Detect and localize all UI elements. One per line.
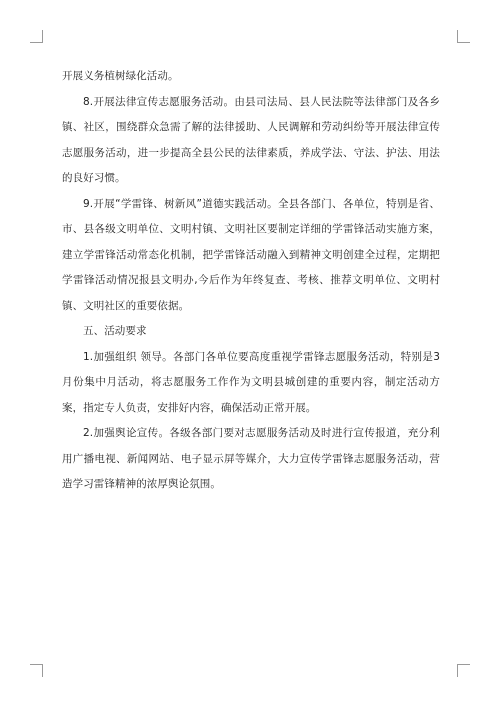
document-body: [62, 64, 440, 498]
crop-mark-top-right: [457, 30, 470, 43]
paragraph-continuation: 开展义务植树绿化活动。: [62, 70, 179, 82]
crop-mark-top-left: [30, 30, 43, 43]
paragraph-requirement-1: 1.加强组织 领导。各部门各单位要高度重视学雷锋志愿服务活动，特别是3月份集中月活动，将志愿服务工作作为文明县城创建的重要内容，制定活动方案，指定专人负责，安排好内容，确保活动正常开展。: [62, 350, 440, 414]
paragraph-requirement-2: 2.加强舆论宣传。各级各部门要对志愿服务活动及时进行宣传报道，充分利用广播电视、新闻网站、电子显示屏等媒介，大力宣传学雷锋志愿服务活动，营造学习雷锋精神的浓厚舆论氛围。: [62, 427, 440, 490]
paragraph-item-9: 9.开展“学雷锋、树新风”道德实践活动。全县各部门、各单位，特别是省、市、县各级文明单位、文明村镇、文明社区要制定详细的学雷锋活动实施方案，建立学雷锋活动常态化机制，把学雷锋活动融入到精神文明创建全过程，定期把学雷锋活动情况报县文明办,今后作为年终复查、考核、推荐文明单位、文明村镇、文明社区的重要依据。: [62, 197, 440, 312]
crop-mark-bottom-right: [457, 664, 470, 677]
section-heading-requirements: 五、活动要求: [83, 325, 147, 337]
crop-mark-bottom-left: [30, 664, 43, 677]
paragraph-item-8: 8.开展法律宣传志愿服务活动。由县司法局、县人民法院等法律部门及各乡镇、社区，围绕群众急需了解的法律援助、人民调解和劳动纠纷等开展法律宣传志愿服务活动，进一步提高全县公民的法律素质，养成学法、守法、护法、用法的良好习惯。: [62, 95, 440, 184]
